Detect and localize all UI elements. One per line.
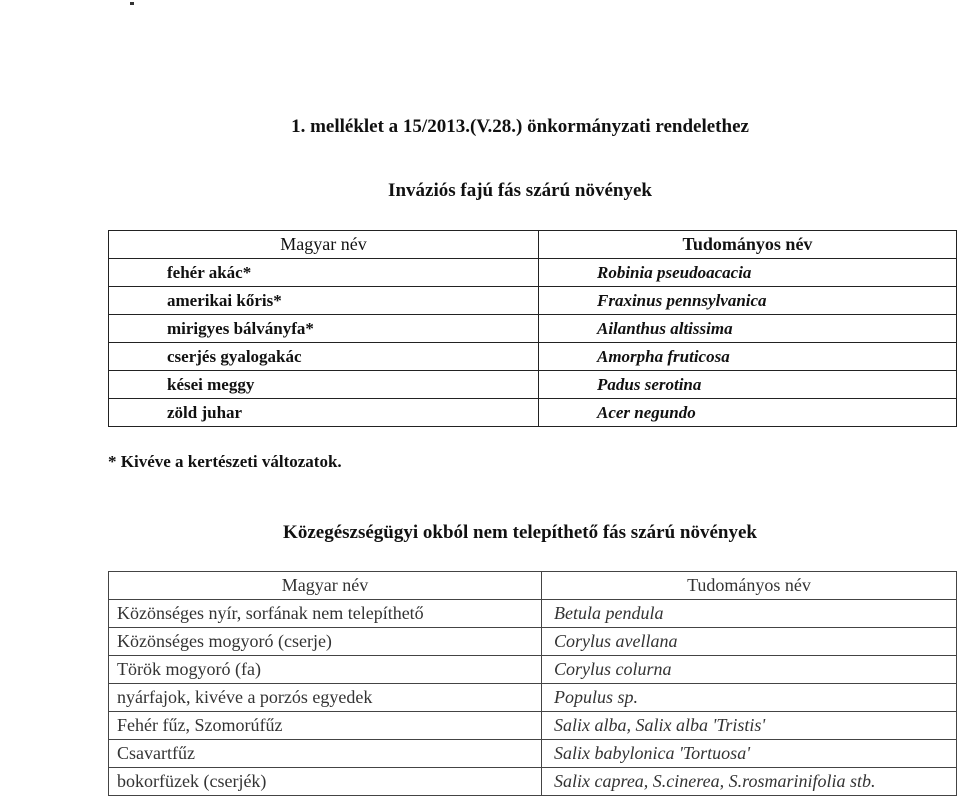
table-header-row xyxy=(109,572,957,600)
table-header-row xyxy=(109,231,957,259)
scan-artifact xyxy=(130,2,134,5)
hungarian-name-cell: Közönséges nyír, sorfának nem telepíthető xyxy=(109,600,542,628)
table-row xyxy=(109,259,957,287)
table-row xyxy=(109,656,957,684)
health-section-title: Közegészségügyi okból nem telepíthető fás szárú növények xyxy=(283,522,757,543)
hungarian-name-cell: mirigyes bálványfa* xyxy=(109,315,539,343)
hungarian-name-cell: Török mogyoró (fa) xyxy=(109,656,542,684)
scientific-name-cell: Ailanthus altissima xyxy=(539,315,957,343)
invasive-species-table xyxy=(108,230,957,427)
table-row xyxy=(109,768,957,796)
scientific-name-cell: Corylus avellana xyxy=(542,628,957,656)
scientific-name-cell: Salix caprea, S.cinerea, S.rosmarinifolia stb. xyxy=(542,768,957,796)
table-row xyxy=(109,343,957,371)
hungarian-name-cell: fehér akác* xyxy=(109,259,539,287)
scientific-name-cell: Corylus colurna xyxy=(542,656,957,684)
hungarian-name-cell: amerikai kőris* xyxy=(109,287,539,315)
hungarian-name-cell: Csavartfűz xyxy=(109,740,542,768)
column-header-hungarian-name: Magyar név xyxy=(109,231,539,259)
scientific-name-cell: Salix alba, Salix alba 'Tristis' xyxy=(542,712,957,740)
table-row xyxy=(109,287,957,315)
column-header-scientific-name: Tudományos név xyxy=(539,231,957,259)
scientific-name-cell: Salix babylonica 'Tortuosa' xyxy=(542,740,957,768)
scientific-name-cell: Acer negundo xyxy=(539,399,957,427)
column-header-hungarian-name: Magyar név xyxy=(109,572,542,600)
table-row xyxy=(109,684,957,712)
table-row xyxy=(109,600,957,628)
scientific-name-cell: Robinia pseudoacacia xyxy=(539,259,957,287)
invasive-section-title: Inváziós fajú fás szárú növények xyxy=(388,180,652,201)
document-title: 1. melléklet a 15/2013.(V.28.) önkormányzati rendelethez xyxy=(291,116,749,137)
hungarian-name-cell: nyárfajok, kivéve a porzós egyedek xyxy=(109,684,542,712)
hungarian-name-cell: zöld juhar xyxy=(109,399,539,427)
table-row xyxy=(109,628,957,656)
hungarian-name-cell: Közönséges mogyoró (cserje) xyxy=(109,628,542,656)
table-row xyxy=(109,315,957,343)
scientific-name-cell: Amorpha fruticosa xyxy=(539,343,957,371)
hungarian-name-cell: Fehér fűz, Szomorúfűz xyxy=(109,712,542,740)
footnote: * Kivéve a kertészeti változatok. xyxy=(108,452,342,471)
health-restricted-species-table xyxy=(108,571,957,796)
hungarian-name-cell: bokorfüzek (cserjék) xyxy=(109,768,542,796)
scientific-name-cell: Betula pendula xyxy=(542,600,957,628)
scientific-name-cell: Fraxinus pennsylvanica xyxy=(539,287,957,315)
hungarian-name-cell: cserjés gyalogakác xyxy=(109,343,539,371)
column-header-scientific-name: Tudományos név xyxy=(542,572,957,600)
table-row xyxy=(109,399,957,427)
table-row xyxy=(109,712,957,740)
table-row xyxy=(109,371,957,399)
scientific-name-cell: Padus serotina xyxy=(539,371,957,399)
scientific-name-cell: Populus sp. xyxy=(542,684,957,712)
hungarian-name-cell: kései meggy xyxy=(109,371,539,399)
table-row xyxy=(109,740,957,768)
